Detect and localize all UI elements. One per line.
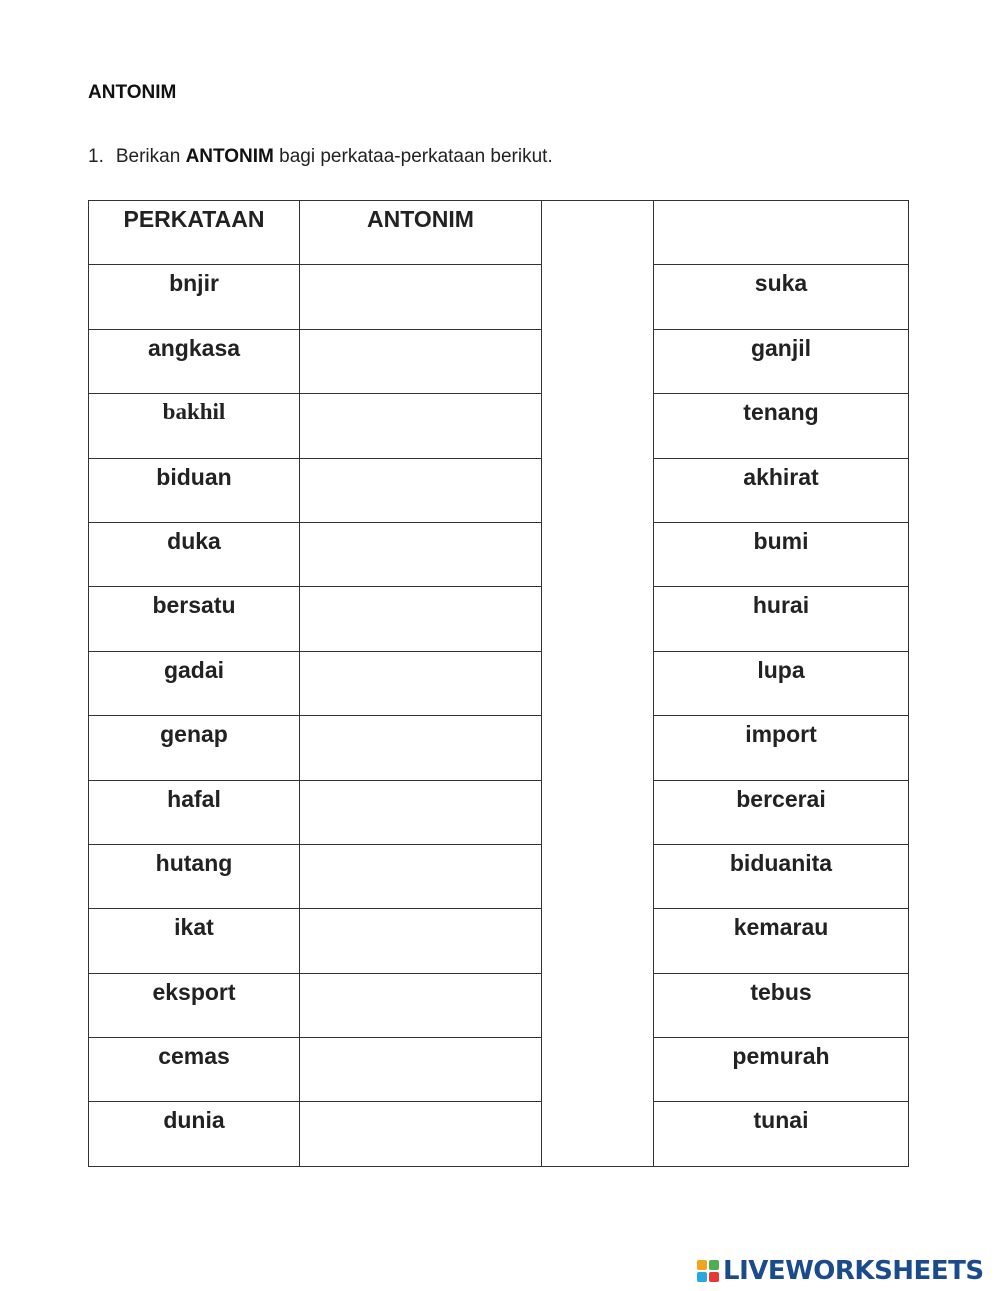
word-cell: cemas xyxy=(89,1038,300,1101)
answer-drop-zone[interactable] xyxy=(300,523,541,586)
answer-drop-zone[interactable] xyxy=(300,909,541,972)
draggable-word[interactable]: tebus xyxy=(750,978,812,1005)
logo-text: LIVEWORKSHEETS xyxy=(723,1256,984,1286)
table-row xyxy=(89,974,541,1038)
answer-drop-zone[interactable] xyxy=(300,394,541,457)
word-bank-row xyxy=(654,716,908,780)
table-row xyxy=(89,781,541,845)
word-bank-row xyxy=(654,974,908,1038)
word-bank-table xyxy=(653,200,909,1167)
answer-drop-zone[interactable] xyxy=(300,265,541,328)
table-row xyxy=(89,1038,541,1102)
word-bank-row xyxy=(654,265,908,329)
word-cell: hutang xyxy=(89,845,300,908)
answer-drop-zone[interactable] xyxy=(300,330,541,393)
word-bank-row xyxy=(654,587,908,651)
table-row xyxy=(89,845,541,909)
word-bank-row xyxy=(654,459,908,523)
answer-drop-zone[interactable] xyxy=(300,781,541,844)
draggable-word[interactable]: kemarau xyxy=(733,914,829,941)
table-row xyxy=(89,716,541,780)
word-cell: hafal xyxy=(89,781,300,844)
word-cell: gadai xyxy=(89,652,300,715)
answer-drop-zone[interactable] xyxy=(300,974,541,1037)
logo-square-3 xyxy=(697,1272,707,1282)
word-cell: dunia xyxy=(89,1102,300,1166)
left-table xyxy=(88,200,542,1167)
word-cell: bersatu xyxy=(89,587,300,650)
page-title: ANTONIM xyxy=(88,82,177,103)
answer-drop-zone[interactable] xyxy=(300,587,541,650)
table-row xyxy=(89,459,541,523)
draggable-word[interactable]: import xyxy=(745,721,817,748)
word-bank-row xyxy=(654,845,908,909)
table-row xyxy=(89,652,541,716)
answer-drop-zone[interactable] xyxy=(300,459,541,522)
table-row xyxy=(89,523,541,587)
word-cell: bnjir xyxy=(89,265,300,328)
logo-square-4 xyxy=(709,1272,719,1282)
word-bank-row xyxy=(654,523,908,587)
draggable-word[interactable]: tunai xyxy=(753,1107,809,1134)
table-row xyxy=(89,587,541,651)
header-perkataan: PERKATAAN xyxy=(89,201,300,264)
word-bank-row xyxy=(654,909,908,973)
draggable-word[interactable]: pemurah xyxy=(732,1043,830,1070)
draggable-word[interactable]: biduanita xyxy=(729,849,833,876)
word-cell: biduan xyxy=(89,459,300,522)
logo-icon xyxy=(697,1260,719,1282)
instruction-bold: ANTONIM xyxy=(185,146,274,167)
word-cell: genap xyxy=(89,716,300,779)
answer-drop-zone[interactable] xyxy=(300,652,541,715)
answer-drop-zone[interactable] xyxy=(300,1102,541,1166)
table-row xyxy=(89,1102,541,1166)
answer-drop-zone[interactable] xyxy=(300,1038,541,1101)
word-bank-row xyxy=(654,652,908,716)
liveworksheets-logo xyxy=(697,1256,984,1286)
draggable-word[interactable]: tenang xyxy=(743,399,819,426)
instruction-text xyxy=(88,146,553,168)
instruction-prefix: Berikan xyxy=(115,146,181,167)
table-row xyxy=(89,394,541,458)
word-cell: bakhil xyxy=(89,394,300,457)
word-cell: ikat xyxy=(89,909,300,972)
answer-drop-zone[interactable] xyxy=(300,716,541,779)
word-bank-row xyxy=(654,330,908,394)
draggable-word[interactable]: bumi xyxy=(753,527,809,554)
word-bank-header-row xyxy=(654,201,908,265)
draggable-word[interactable]: ganjil xyxy=(750,334,812,361)
word-bank-header-cell xyxy=(654,201,908,264)
word-bank-row xyxy=(654,1038,908,1102)
word-cell: angkasa xyxy=(89,330,300,393)
header-antonim: ANTONIM xyxy=(367,206,474,232)
word-bank-row xyxy=(654,1102,908,1166)
word-cell: eksport xyxy=(89,974,300,1037)
spacer-column xyxy=(542,200,653,1167)
draggable-word[interactable]: akhirat xyxy=(743,463,819,490)
word-bank-row xyxy=(654,394,908,458)
draggable-word[interactable]: bercerai xyxy=(736,785,826,812)
word-bank-row xyxy=(654,781,908,845)
draggable-word[interactable]: hurai xyxy=(752,592,810,619)
table-row xyxy=(89,330,541,394)
draggable-word[interactable]: suka xyxy=(754,270,808,297)
logo-square-2 xyxy=(709,1260,719,1270)
table-row xyxy=(89,265,541,329)
logo-square-1 xyxy=(697,1260,707,1270)
table-row xyxy=(89,909,541,973)
answer-drop-zone[interactable] xyxy=(300,845,541,908)
instruction-suffix: bagi perkataa-perkataan berikut. xyxy=(279,146,553,167)
draggable-word[interactable]: lupa xyxy=(757,656,805,683)
word-cell: duka xyxy=(89,523,300,586)
instruction-number: 1. xyxy=(88,146,104,167)
table-header-row xyxy=(89,201,541,265)
